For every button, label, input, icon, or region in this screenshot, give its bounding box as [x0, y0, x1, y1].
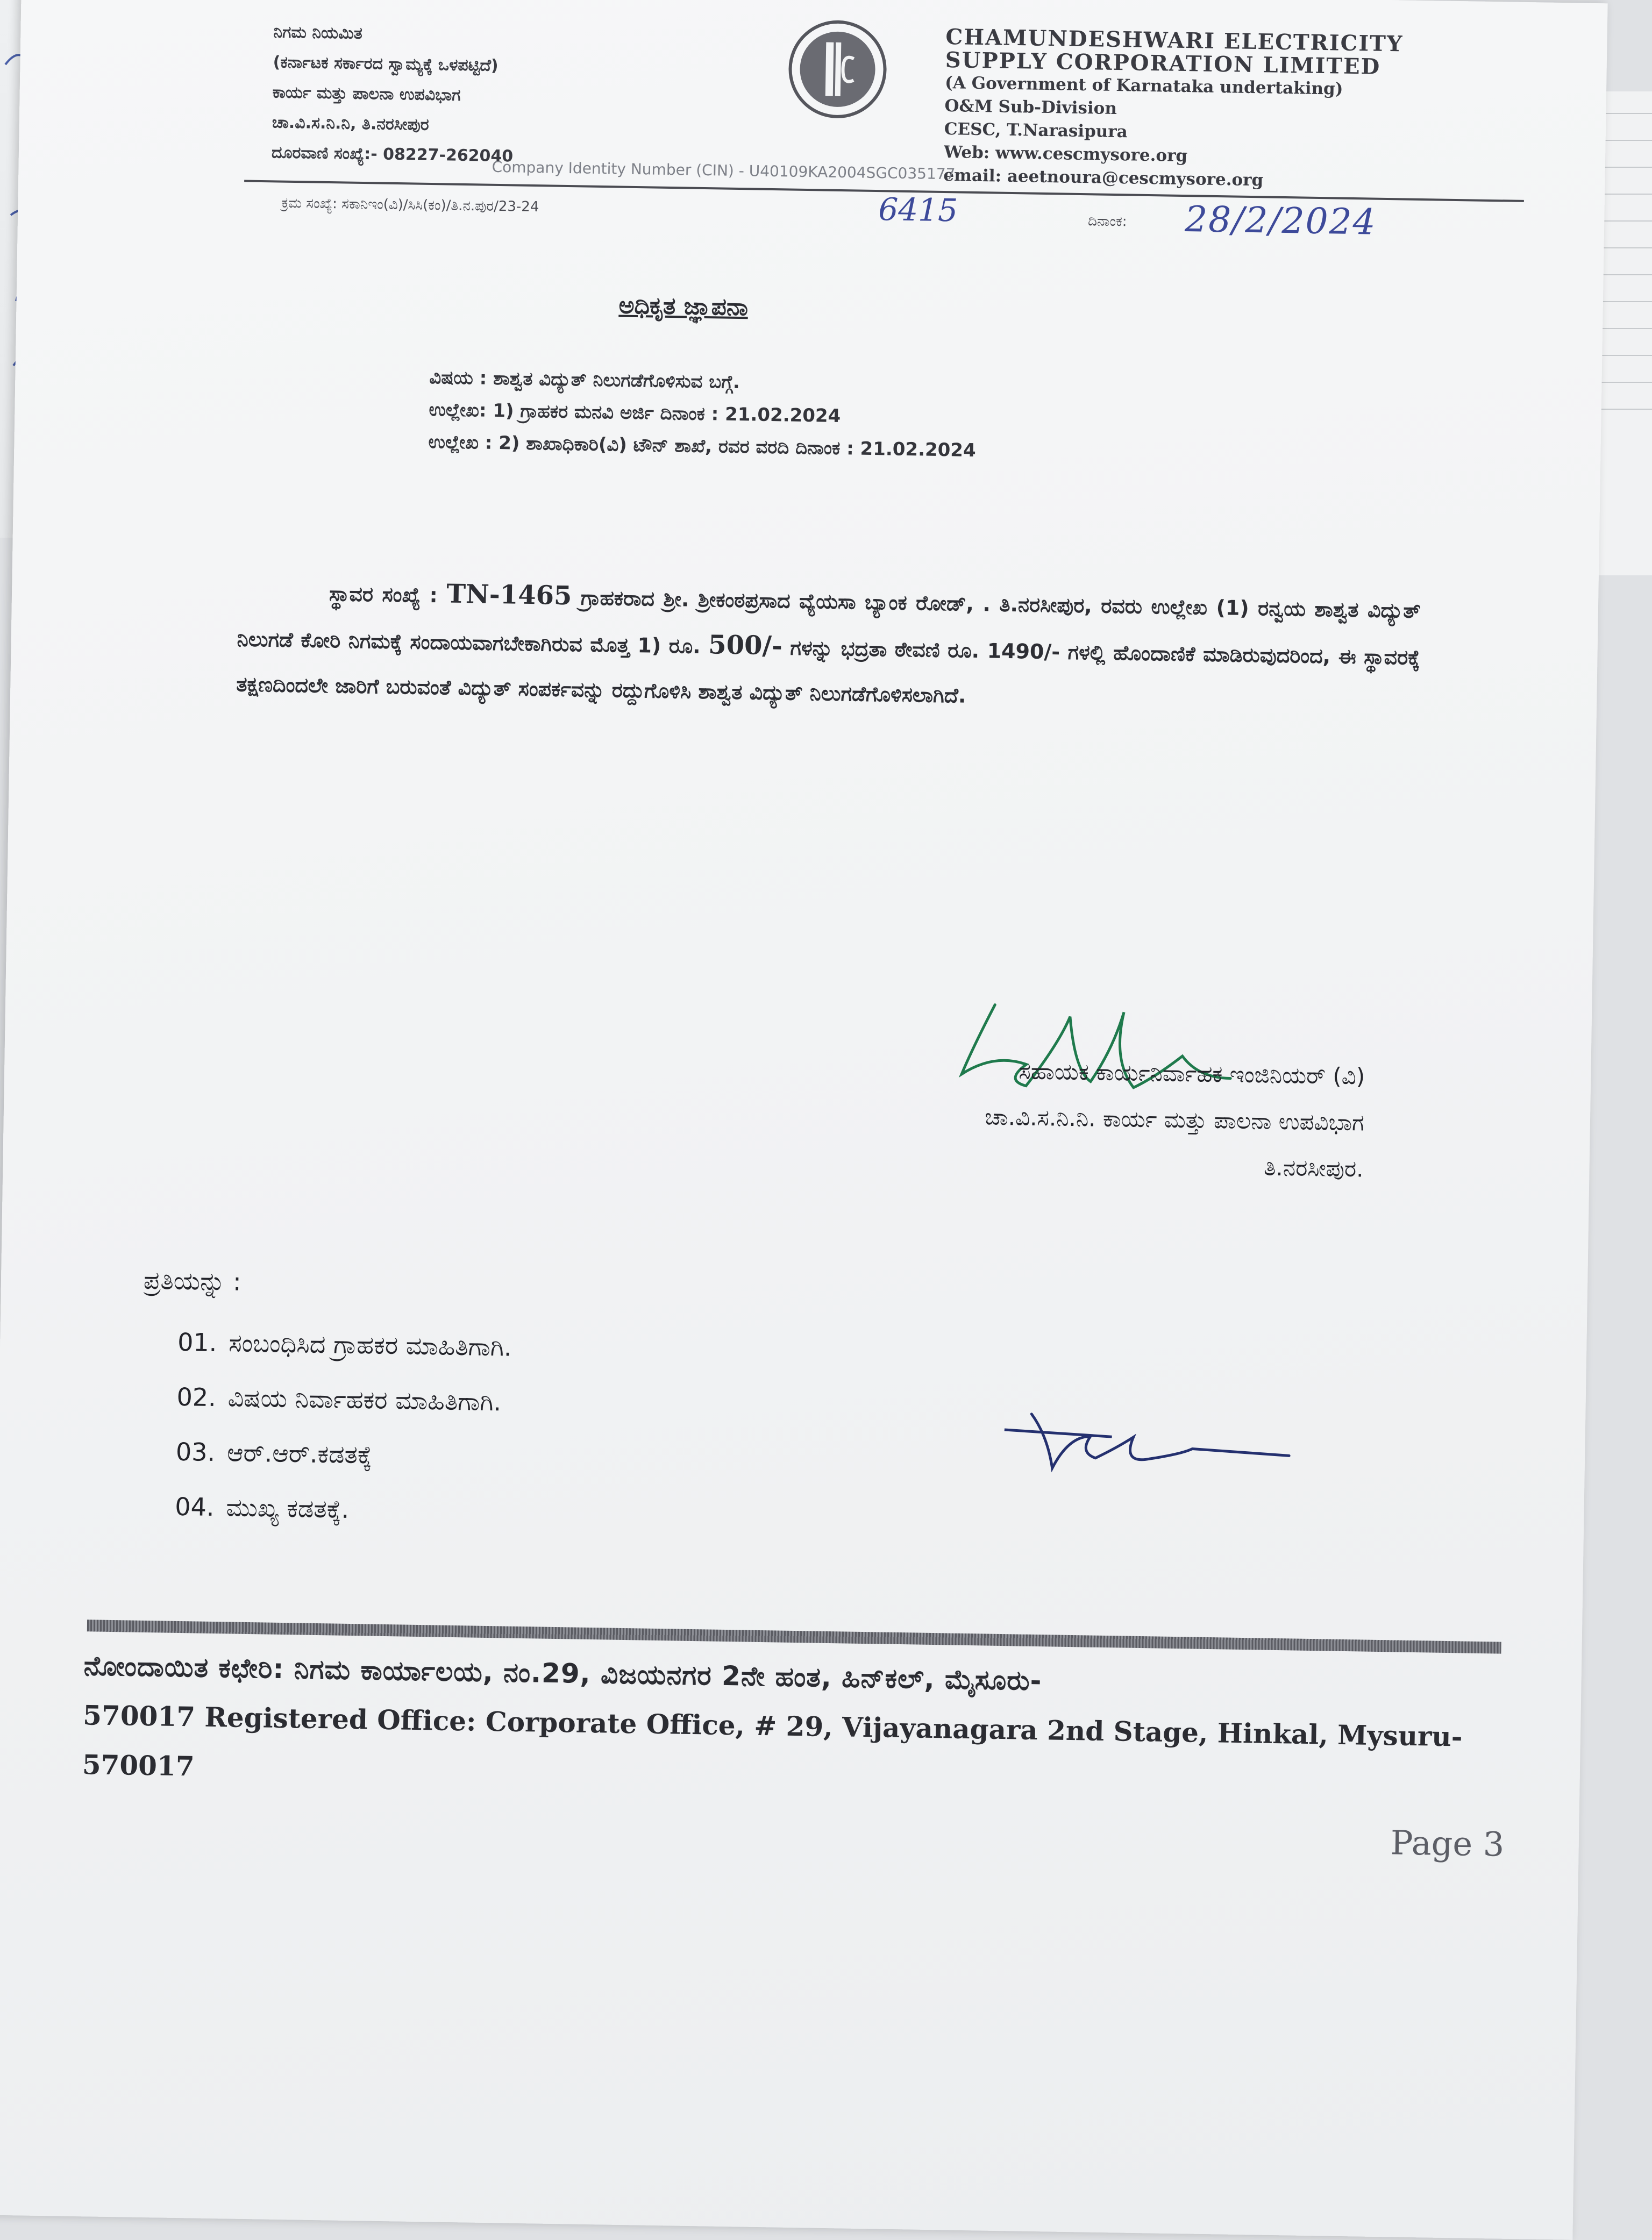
reference-line-1: ಉಲ್ಲೇಖ: 1) ಗ್ರಾಹಕರ ಮನವಿ ಅರ್ಜಿ ದಿನಾಂಕ : 21.02.2024 [429, 398, 841, 427]
body-text-part: ಗಳನ್ನು ಭದ್ರತಾ ಠೇವಣಿ ರೂ. 1490/- ಗಳಲ್ಲಿ ಹೊಂದಾಣಿಕೆ ಮಾಡಿರುವುದರಿಂದ, ಈ ಸ್ಥಾವರಕ್ಕೆ ತಕ್ಷಣದಿಂದಲೇ ಜಾರಿಗೆ ಬರುವಂತೆ ವಿದ್ಯುತ್ ಸಂಪರ್ಕವನ್ನು ರದ್ದುಗೊಳಿಸಿ ಶಾಶ್ವತ ವಿದ್ಯುತ್ ನಿಲುಗಡೆಗೊಳಿಸಲಾಗಿದೆ. [236, 636, 1420, 708]
header-kn-line: (ಕರ್ನಾಟಕ ಸರ್ಕಾರದ ಸ್ವಾಮ್ಯಕ್ಕೆ ಒಳಪಟ್ಟಿದೆ) [273, 53, 499, 75]
footer-kannada: ನೋಂದಾಯಿತ ಕಛೇರಿ: ನಿಗಮ ಕಾರ್ಯಾಲಯ, ನಂ.29, ವಿಜಯನಗರ 2ನೇ ಹಂತ, ಹಿನ್‌ಕಲ್, ಮೈಸೂರು- [83, 1650, 1042, 1697]
header-web: Web: www.cescmysore.org [943, 142, 1188, 166]
reference-line-2: ಉಲ್ಲೇಖ : 2) ಶಾಖಾಧಿಕಾರಿ(ವಿ) ಟೌನ್ ಶಾಖೆ, ರವರ ವರದಿ ದಿನಾಂಕ : 21.02.2024 [428, 431, 976, 461]
list-item [176, 1369, 511, 1430]
item-number: 04. [174, 1492, 215, 1522]
subject-block [428, 361, 977, 467]
document-title: ಅಧಿಕೃತ ಜ್ಞಾಪನಾ [618, 291, 749, 322]
signatory-designation [804, 1045, 1365, 1192]
header-kn-line: ಕಾರ್ಯ ಮತ್ತು ಪಾಲನಾ ಉಪವಿಭಾಗ [272, 83, 461, 105]
footer-pincode: 570017 [82, 1749, 195, 1782]
header-email: email: aeetnoura@cescmysore.org [943, 165, 1264, 190]
list-item [175, 1424, 510, 1485]
list-item [175, 1479, 510, 1539]
item-number: 03. [175, 1437, 216, 1467]
item-text: ಸಂಬಂಧಿಸಿದ ಗ್ರಾಹಕರ ಮಾಹಿತಿಗಾಗಿ. [228, 1328, 512, 1362]
item-text: ಆರ್.ಆರ್.ಕಡತಕ್ಕೆ [226, 1438, 373, 1469]
installation-number: TN-1465 [446, 579, 572, 611]
list-item [177, 1315, 512, 1375]
company-name-line1: CHAMUNDESHWARI ELECTRICITY [945, 24, 1404, 57]
item-text: ಮುಖ್ಯ ಕಡತಕ್ಕೆ. [226, 1493, 350, 1524]
company-logo [783, 15, 892, 124]
date-label: ದಿನಾಂಕ: [1087, 213, 1127, 230]
header-en-line: O&M Sub-Division [944, 96, 1117, 119]
body-text-part: ಗ್ರಾಹಕರಾದ ಶ್ರೀ. ಶ್ರೀಕಂಠಪ್ರಸಾದ ವ್ಯೆಯಸಾ ಬ್ಯಾಂಕ ರೋಡ್, . ತಿ.ನರಸೀಪುರ, ರವರು ಉಲ್ಲೇಖ (1) ರನ್ವಯ ಶಾಶ್ವತ ವಿದ್ಯುತ್ ನಿಲುಗಡೆ ಕೋರಿ ನಿಗಮಕ್ಕೆ ಸಂದಾಯವಾಗಬೇಕಾಗಿರುವ ಮೊತ್ತ 1) ರೂ. [237, 586, 1421, 658]
amount-value: 500/- [708, 630, 783, 661]
signatory-title: ಸಹಾಯಕ ಕಾರ್ಯನಿರ್ವಾಹಕ ಇಂಜಿನಿಯರ್ (ವಿ) [1019, 1058, 1365, 1090]
header-kn-line: ಚಾ.ವಿ.ಸ.ನಿ.ನಿ, ತಿ.ನರಸೀಪುರ [272, 113, 429, 134]
subject-line: ವಿಷಯ : ಶಾಶ್ವತ ವಿದ್ಯುತ್ ನಿಲುಗಡೆಗೊಳಿಸುವ ಬಗ್ಗೆ. [429, 367, 740, 394]
item-text: ವಿಷಯ ನಿರ್ವಾಹಕರ ಮಾಹಿತಿಗಾಗಿ. [227, 1383, 502, 1417]
registered-office-footer [82, 1641, 1504, 1811]
item-number: 02. [176, 1382, 217, 1413]
handwritten-reference-number: 6415 [878, 191, 958, 229]
reference-number: ಕ್ರಮ ಸಂಖ್ಯೆ: ಸಕಾನಿಇಂ(ವಿ)/ಸಿಸಿ(ಕಂ)/ತಿ.ನ.ಪುರ/23-24 [281, 195, 539, 216]
signatory-office: ಚಾ.ವಿ.ಸ.ನಿ.ನಿ. ಕಾರ್ಯ ಮತ್ತು ಪಾಲನಾ ಉಪವಿಭಾಗ [984, 1103, 1365, 1136]
copies-heading: ಪ್ರತಿಯನ್ನು : [143, 1265, 242, 1296]
header-kn-line: ನಿಗಮ ನಿಯಮಿತ [273, 23, 363, 43]
header-english [943, 25, 1404, 194]
header-kn-line: ದೂರವಾಣಿ ಸಂಖ್ಯೆ:- 08227-262040 [271, 143, 514, 166]
copies-list [175, 1315, 512, 1539]
page-number: Page 3 [1390, 1823, 1505, 1864]
signatory-place: ತಿ.ನರಸೀಪುರ. [1263, 1154, 1364, 1182]
item-number: 01. [177, 1327, 217, 1358]
body-text-part: ಸ್ಥಾವರ ಸಂಖ್ಯೆ : [329, 582, 438, 608]
header-kannada [272, 17, 516, 172]
initials-signature [998, 1408, 1322, 1488]
company-name-line2: SUPPLY CORPORATION LIMITED [945, 47, 1381, 80]
handwritten-date: 28/2/2024 [1184, 198, 1377, 243]
header-en-line: (A Government of Karnataka undertaking) [944, 73, 1343, 99]
body-paragraph [236, 568, 1421, 725]
header-en-line: CESC, T.Narasipura [944, 119, 1128, 142]
footer-english: 570017 Registered Office: Corporate Office, # 29, Vijayanagara 2nd Stage, Hinkal, Mysuru- [82, 1699, 1463, 1753]
cin-number: Company Identity Number (CIN) - U40109KA2004SGC035177 [492, 158, 956, 183]
